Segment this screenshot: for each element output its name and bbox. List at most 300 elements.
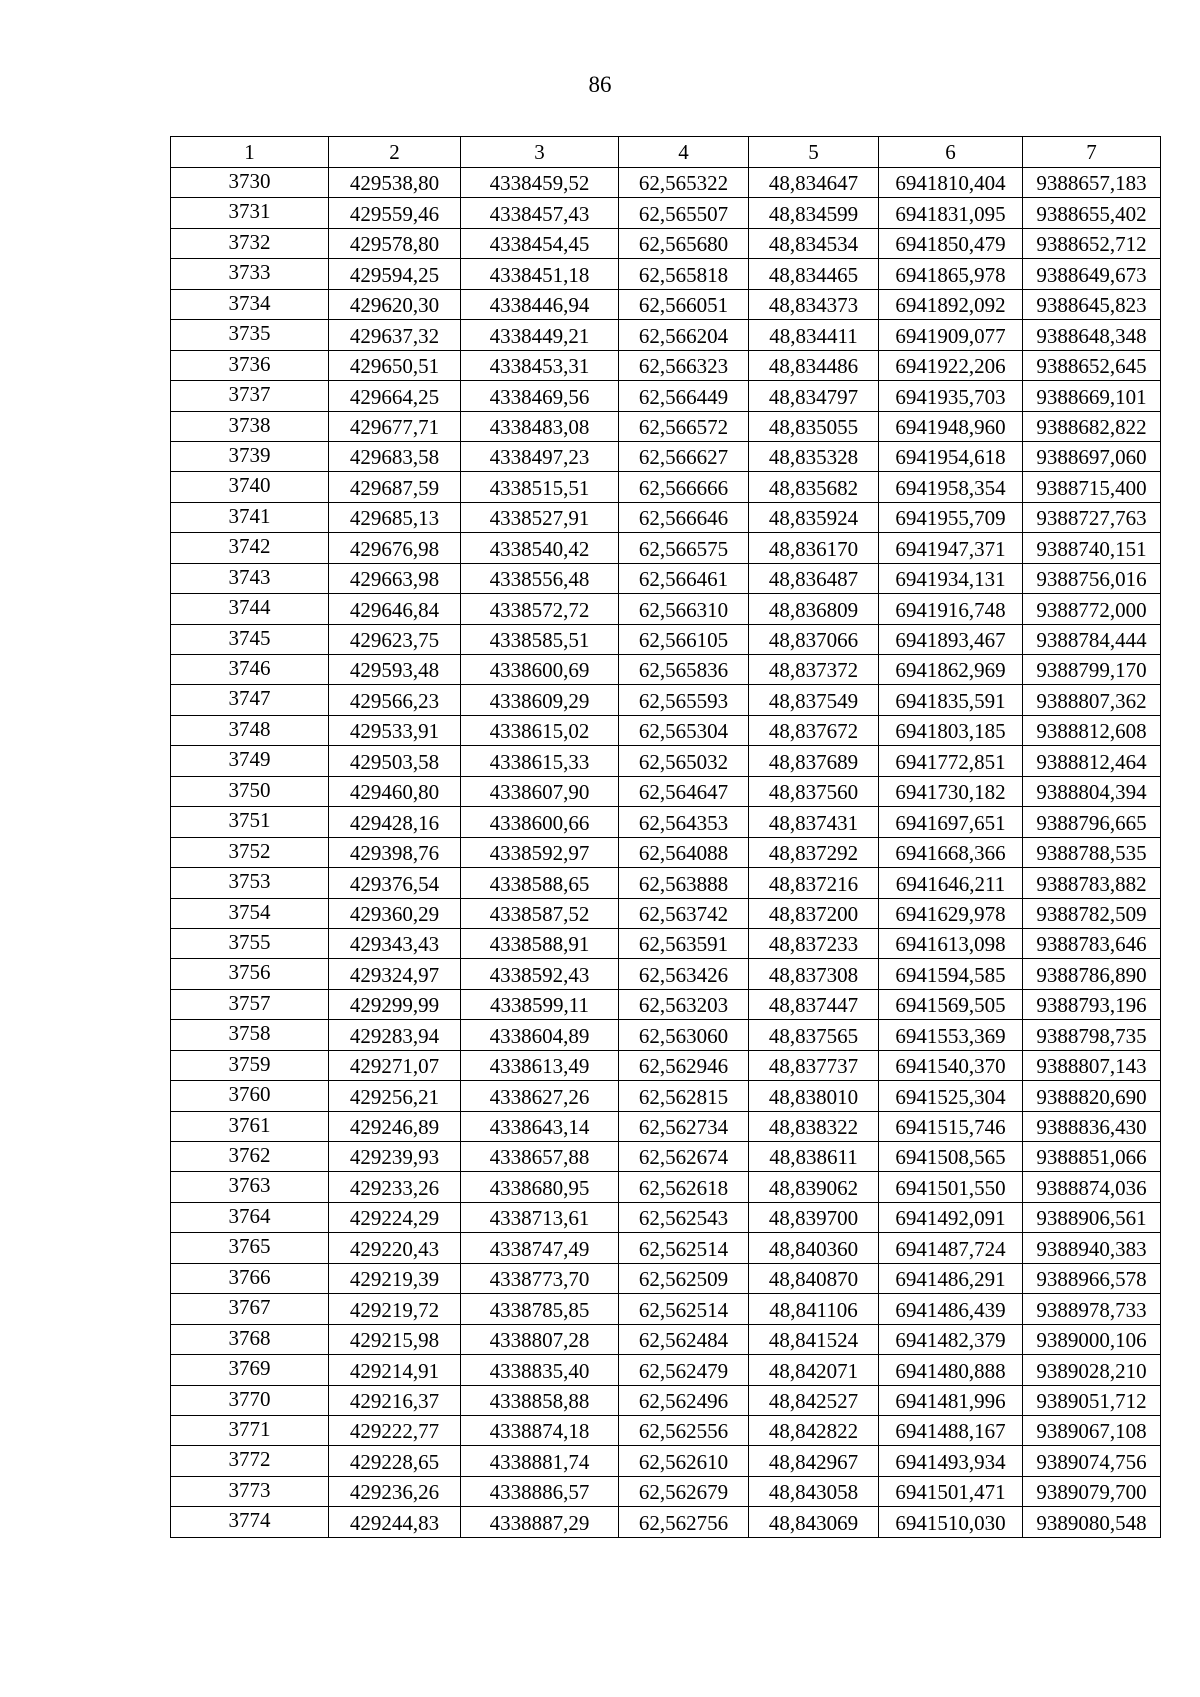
table-cell: 48,837565 — [749, 1020, 879, 1050]
table-cell: 6941922,206 — [879, 350, 1023, 380]
table-cell: 429538,80 — [329, 168, 461, 198]
table-cell: 6941613,098 — [879, 928, 1023, 958]
table-row — [171, 259, 1161, 289]
table-cell: 62,565593 — [619, 685, 749, 715]
table-cell: 429623,75 — [329, 624, 461, 654]
table-cell: 9388851,066 — [1023, 1142, 1161, 1172]
table-cell: 9388799,170 — [1023, 655, 1161, 685]
table-cell: 6941958,354 — [879, 472, 1023, 502]
table-cell: 429299,99 — [329, 989, 461, 1019]
table-cell: 4338615,33 — [461, 746, 619, 776]
point-number-cell: 3744 — [171, 594, 329, 624]
point-number-cell: 3761 — [171, 1111, 329, 1141]
table-cell: 4338592,97 — [461, 837, 619, 867]
column-header-5: 5 — [749, 137, 879, 168]
table-row — [171, 1172, 1161, 1202]
table-cell: 6941486,439 — [879, 1294, 1023, 1324]
table-cell: 48,834411 — [749, 320, 879, 350]
point-number-cell: 3750 — [171, 776, 329, 806]
table-cell: 4338483,08 — [461, 411, 619, 441]
table-row — [171, 502, 1161, 532]
table-cell: 9388682,822 — [1023, 411, 1161, 441]
table-cell: 9388796,665 — [1023, 807, 1161, 837]
table-cell: 6941569,505 — [879, 989, 1023, 1019]
table-cell: 62,562815 — [619, 1081, 749, 1111]
table-cell: 62,562556 — [619, 1415, 749, 1445]
table-cell: 429376,54 — [329, 868, 461, 898]
table-cell: 9388756,016 — [1023, 563, 1161, 593]
table-cell: 6941772,851 — [879, 746, 1023, 776]
point-number-cell: 3731 — [171, 198, 329, 228]
table-cell: 429566,23 — [329, 685, 461, 715]
table-cell: 429239,93 — [329, 1142, 461, 1172]
table-cell: 62,562734 — [619, 1111, 749, 1141]
table-body — [171, 168, 1161, 1538]
table-cell: 62,562610 — [619, 1446, 749, 1476]
table-cell: 429214,91 — [329, 1355, 461, 1385]
table-row — [171, 320, 1161, 350]
table-cell: 9388836,430 — [1023, 1111, 1161, 1141]
table-cell: 62,562509 — [619, 1263, 749, 1293]
table-cell: 4338451,18 — [461, 259, 619, 289]
table-row — [171, 685, 1161, 715]
table-cell: 4338613,49 — [461, 1050, 619, 1080]
point-number-cell: 3743 — [171, 563, 329, 593]
table-row — [171, 837, 1161, 867]
table-cell: 429219,39 — [329, 1263, 461, 1293]
table-cell: 6941540,370 — [879, 1050, 1023, 1080]
table-cell: 4338627,26 — [461, 1081, 619, 1111]
table-cell: 48,837066 — [749, 624, 879, 654]
table-row — [171, 959, 1161, 989]
table-cell: 48,842071 — [749, 1355, 879, 1385]
table-row — [171, 441, 1161, 471]
table-cell: 429360,29 — [329, 898, 461, 928]
table-cell: 6941850,479 — [879, 228, 1023, 258]
table-cell: 62,562514 — [619, 1233, 749, 1263]
table-cell: 62,562756 — [619, 1507, 749, 1537]
table-cell: 6941501,550 — [879, 1172, 1023, 1202]
table-cell: 4338713,61 — [461, 1202, 619, 1232]
table-cell: 429503,58 — [329, 746, 461, 776]
table-row — [171, 168, 1161, 198]
table-cell: 48,840360 — [749, 1233, 879, 1263]
table-cell: 6941486,291 — [879, 1263, 1023, 1293]
point-number-cell: 3748 — [171, 715, 329, 745]
table-row — [171, 1050, 1161, 1080]
table-cell: 62,566627 — [619, 441, 749, 471]
column-header-4: 4 — [619, 137, 749, 168]
table-cell: 6941865,978 — [879, 259, 1023, 289]
table-cell: 48,837737 — [749, 1050, 879, 1080]
table-cell: 48,838010 — [749, 1081, 879, 1111]
point-number-cell: 3732 — [171, 228, 329, 258]
table-row — [171, 1507, 1161, 1537]
table-cell: 62,562674 — [619, 1142, 749, 1172]
table-cell: 6941862,969 — [879, 655, 1023, 685]
point-number-cell: 3768 — [171, 1324, 329, 1354]
table-row — [171, 1020, 1161, 1050]
table-cell: 429687,59 — [329, 472, 461, 502]
table-cell: 62,566051 — [619, 289, 749, 319]
table-cell: 48,835055 — [749, 411, 879, 441]
table-cell: 6941525,304 — [879, 1081, 1023, 1111]
table-cell: 48,838611 — [749, 1142, 879, 1172]
table-cell: 429256,21 — [329, 1081, 461, 1111]
table-cell: 6941480,888 — [879, 1355, 1023, 1385]
table-cell: 4338600,66 — [461, 807, 619, 837]
table-cell: 4338572,72 — [461, 594, 619, 624]
table-cell: 4338457,43 — [461, 198, 619, 228]
point-number-cell: 3747 — [171, 685, 329, 715]
table-cell: 62,562679 — [619, 1476, 749, 1506]
table-cell: 48,836487 — [749, 563, 879, 593]
table-cell: 9388807,362 — [1023, 685, 1161, 715]
column-header-7: 7 — [1023, 137, 1161, 168]
table-cell: 6941668,366 — [879, 837, 1023, 867]
point-number-cell: 3760 — [171, 1081, 329, 1111]
table-cell: 48,842527 — [749, 1385, 879, 1415]
table-cell: 4338615,02 — [461, 715, 619, 745]
table-row — [171, 228, 1161, 258]
table-cell: 429215,98 — [329, 1324, 461, 1354]
point-number-cell: 3762 — [171, 1142, 329, 1172]
point-number-cell: 3745 — [171, 624, 329, 654]
table-row — [171, 1233, 1161, 1263]
table-cell: 9389000,106 — [1023, 1324, 1161, 1354]
table-cell: 9388783,646 — [1023, 928, 1161, 958]
table-cell: 6941646,211 — [879, 868, 1023, 898]
table-cell: 6941893,467 — [879, 624, 1023, 654]
table-cell: 429271,07 — [329, 1050, 461, 1080]
table-cell: 4338592,43 — [461, 959, 619, 989]
table-cell: 6941492,091 — [879, 1202, 1023, 1232]
table-row — [171, 746, 1161, 776]
table-cell: 6941515,746 — [879, 1111, 1023, 1141]
table-cell: 429222,77 — [329, 1415, 461, 1445]
table-cell: 6941835,591 — [879, 685, 1023, 715]
table-cell: 429578,80 — [329, 228, 461, 258]
table-cell: 429283,94 — [329, 1020, 461, 1050]
point-number-cell: 3757 — [171, 989, 329, 1019]
table-row — [171, 533, 1161, 563]
table-row — [171, 1142, 1161, 1172]
table-cell: 9388697,060 — [1023, 441, 1161, 471]
point-number-cell: 3759 — [171, 1050, 329, 1080]
table-row — [171, 715, 1161, 745]
point-number-cell: 3765 — [171, 1233, 329, 1263]
table-cell: 429594,25 — [329, 259, 461, 289]
table-cell: 9388648,348 — [1023, 320, 1161, 350]
table-cell: 48,842967 — [749, 1446, 879, 1476]
point-number-cell: 3755 — [171, 928, 329, 958]
table-cell: 9388812,464 — [1023, 746, 1161, 776]
point-number-cell: 3767 — [171, 1294, 329, 1324]
table-cell: 62,566646 — [619, 502, 749, 532]
table-cell: 48,837689 — [749, 746, 879, 776]
table-cell: 6941909,077 — [879, 320, 1023, 350]
point-number-cell: 3756 — [171, 959, 329, 989]
table-cell: 62,566572 — [619, 411, 749, 441]
column-header-1: 1 — [171, 137, 329, 168]
table-cell: 429228,65 — [329, 1446, 461, 1476]
table-cell: 4338807,28 — [461, 1324, 619, 1354]
point-number-cell: 3749 — [171, 746, 329, 776]
table-cell: 62,566310 — [619, 594, 749, 624]
table-cell: 62,564088 — [619, 837, 749, 867]
table-cell: 62,562514 — [619, 1294, 749, 1324]
table-cell: 9388652,712 — [1023, 228, 1161, 258]
table-cell: 429236,26 — [329, 1476, 461, 1506]
table-cell: 6941916,748 — [879, 594, 1023, 624]
table-cell: 62,563742 — [619, 898, 749, 928]
table-cell: 48,837308 — [749, 959, 879, 989]
table-row — [171, 1111, 1161, 1141]
table-cell: 4338680,95 — [461, 1172, 619, 1202]
table-row — [171, 1202, 1161, 1232]
table-cell: 48,837372 — [749, 655, 879, 685]
table-cell: 48,842822 — [749, 1415, 879, 1445]
table-cell: 6941955,709 — [879, 502, 1023, 532]
table-cell: 9388820,690 — [1023, 1081, 1161, 1111]
table-cell: 6941810,404 — [879, 168, 1023, 198]
table-row — [171, 655, 1161, 685]
table-cell: 62,563203 — [619, 989, 749, 1019]
table-cell: 429620,30 — [329, 289, 461, 319]
table-row — [171, 776, 1161, 806]
table-cell: 4338657,88 — [461, 1142, 619, 1172]
table-row — [171, 1385, 1161, 1415]
table-cell: 6941697,651 — [879, 807, 1023, 837]
table-cell: 429324,97 — [329, 959, 461, 989]
table-cell: 48,834797 — [749, 381, 879, 411]
table-row — [171, 1294, 1161, 1324]
table-cell: 9388793,196 — [1023, 989, 1161, 1019]
table-row — [171, 1263, 1161, 1293]
table-cell: 48,837672 — [749, 715, 879, 745]
table-cell: 62,562496 — [619, 1385, 749, 1415]
point-number-cell: 3742 — [171, 533, 329, 563]
table-cell: 4338449,21 — [461, 320, 619, 350]
table-cell: 62,565322 — [619, 168, 749, 198]
table-cell: 48,841524 — [749, 1324, 879, 1354]
table-cell: 4338527,91 — [461, 502, 619, 532]
table-cell: 62,565032 — [619, 746, 749, 776]
point-number-cell: 3733 — [171, 259, 329, 289]
table-cell: 9388906,561 — [1023, 1202, 1161, 1232]
table-cell: 6941935,703 — [879, 381, 1023, 411]
table-cell: 48,838322 — [749, 1111, 879, 1141]
table-cell: 4338874,18 — [461, 1415, 619, 1445]
table-cell: 429637,32 — [329, 320, 461, 350]
table-cell: 62,565304 — [619, 715, 749, 745]
table-cell: 429428,16 — [329, 807, 461, 837]
table-cell: 48,837292 — [749, 837, 879, 867]
table-cell: 429677,71 — [329, 411, 461, 441]
table-cell: 48,834373 — [749, 289, 879, 319]
table-cell: 9388788,535 — [1023, 837, 1161, 867]
table-cell: 9388715,400 — [1023, 472, 1161, 502]
table-cell: 62,566204 — [619, 320, 749, 350]
table-cell: 429233,26 — [329, 1172, 461, 1202]
table-cell: 48,843069 — [749, 1507, 879, 1537]
table-cell: 4338785,85 — [461, 1294, 619, 1324]
table-cell: 4338858,88 — [461, 1385, 619, 1415]
table-cell: 4338588,91 — [461, 928, 619, 958]
column-header-3: 3 — [461, 137, 619, 168]
table-row — [171, 624, 1161, 654]
table-cell: 6941508,565 — [879, 1142, 1023, 1172]
table-cell: 9388784,444 — [1023, 624, 1161, 654]
table-cell: 62,566105 — [619, 624, 749, 654]
table-cell: 48,835328 — [749, 441, 879, 471]
table-cell: 62,565818 — [619, 259, 749, 289]
point-number-cell: 3754 — [171, 898, 329, 928]
point-number-cell: 3739 — [171, 441, 329, 471]
table-cell: 62,564353 — [619, 807, 749, 837]
table-cell: 62,566449 — [619, 381, 749, 411]
table-cell: 4338587,52 — [461, 898, 619, 928]
table-cell: 9388645,823 — [1023, 289, 1161, 319]
table-cell: 6941482,379 — [879, 1324, 1023, 1354]
table-cell: 62,563591 — [619, 928, 749, 958]
table-cell: 9388669,101 — [1023, 381, 1161, 411]
table-cell: 9388812,608 — [1023, 715, 1161, 745]
table-cell: 4338747,49 — [461, 1233, 619, 1263]
table-cell: 6941553,369 — [879, 1020, 1023, 1050]
point-number-cell: 3752 — [171, 837, 329, 867]
table-cell: 429219,72 — [329, 1294, 461, 1324]
point-number-cell: 3753 — [171, 868, 329, 898]
table-cell: 4338469,56 — [461, 381, 619, 411]
table-row — [171, 198, 1161, 228]
table-cell: 9388966,578 — [1023, 1263, 1161, 1293]
table-cell: 429343,43 — [329, 928, 461, 958]
table-row — [171, 594, 1161, 624]
column-header-2: 2 — [329, 137, 461, 168]
point-number-cell: 3772 — [171, 1446, 329, 1476]
table-cell: 9388657,183 — [1023, 168, 1161, 198]
table-cell: 62,566323 — [619, 350, 749, 380]
point-number-cell: 3758 — [171, 1020, 329, 1050]
table-cell: 9389051,712 — [1023, 1385, 1161, 1415]
table-cell: 6941594,585 — [879, 959, 1023, 989]
table-cell: 4338600,69 — [461, 655, 619, 685]
table-cell: 9388649,673 — [1023, 259, 1161, 289]
table-cell: 48,843058 — [749, 1476, 879, 1506]
table-row — [171, 472, 1161, 502]
header-row — [171, 137, 1161, 168]
table-cell: 48,837431 — [749, 807, 879, 837]
table-cell: 4338599,11 — [461, 989, 619, 1019]
table-cell: 6941510,030 — [879, 1507, 1023, 1537]
table-cell: 429220,43 — [329, 1233, 461, 1263]
table-cell: 9389079,700 — [1023, 1476, 1161, 1506]
table-row — [171, 1446, 1161, 1476]
table-cell: 9388807,143 — [1023, 1050, 1161, 1080]
table-cell: 48,835924 — [749, 502, 879, 532]
table-cell: 48,836170 — [749, 533, 879, 563]
table-cell: 48,837549 — [749, 685, 879, 715]
table-cell: 62,563426 — [619, 959, 749, 989]
table-cell: 9388655,402 — [1023, 198, 1161, 228]
table-cell: 429244,83 — [329, 1507, 461, 1537]
table-cell: 62,566461 — [619, 563, 749, 593]
table-cell: 4338835,40 — [461, 1355, 619, 1385]
table-cell: 62,562946 — [619, 1050, 749, 1080]
point-number-cell: 3771 — [171, 1415, 329, 1445]
table-cell: 48,836809 — [749, 594, 879, 624]
table-cell: 4338886,57 — [461, 1476, 619, 1506]
point-number-cell: 3764 — [171, 1202, 329, 1232]
table-cell: 9389028,210 — [1023, 1355, 1161, 1385]
table-cell: 9388798,735 — [1023, 1020, 1161, 1050]
table-row — [171, 411, 1161, 441]
table-cell: 6941730,182 — [879, 776, 1023, 806]
table-cell: 4338773,70 — [461, 1263, 619, 1293]
table-row — [171, 1324, 1161, 1354]
table-cell: 4338588,65 — [461, 868, 619, 898]
table-cell: 48,840870 — [749, 1263, 879, 1293]
table-cell: 429663,98 — [329, 563, 461, 593]
table-cell: 9389080,548 — [1023, 1507, 1161, 1537]
table-cell: 6941934,131 — [879, 563, 1023, 593]
table-cell: 4338556,48 — [461, 563, 619, 593]
point-number-cell: 3740 — [171, 472, 329, 502]
table-cell: 429676,98 — [329, 533, 461, 563]
table-cell: 429646,84 — [329, 594, 461, 624]
table-cell: 4338585,51 — [461, 624, 619, 654]
table-cell: 4338459,52 — [461, 168, 619, 198]
table-cell: 48,839062 — [749, 1172, 879, 1202]
table-cell: 429460,80 — [329, 776, 461, 806]
table-cell: 429246,89 — [329, 1111, 461, 1141]
table-cell: 62,565680 — [619, 228, 749, 258]
table-cell: 429559,46 — [329, 198, 461, 228]
table-row — [171, 563, 1161, 593]
table-cell: 48,834647 — [749, 168, 879, 198]
table-row — [171, 1476, 1161, 1506]
table-cell: 48,834465 — [749, 259, 879, 289]
table-cell: 6941481,996 — [879, 1385, 1023, 1415]
point-number-cell: 3735 — [171, 320, 329, 350]
table-cell: 9388727,763 — [1023, 502, 1161, 532]
table-cell: 9388652,645 — [1023, 350, 1161, 380]
table-cell: 4338643,14 — [461, 1111, 619, 1141]
table-cell: 62,562484 — [619, 1324, 749, 1354]
point-number-cell: 3746 — [171, 655, 329, 685]
table-cell: 48,837200 — [749, 898, 879, 928]
point-number-cell: 3737 — [171, 381, 329, 411]
table-cell: 48,834534 — [749, 228, 879, 258]
table-row — [171, 989, 1161, 1019]
table-cell: 9388740,151 — [1023, 533, 1161, 563]
table-cell: 9389074,756 — [1023, 1446, 1161, 1476]
table-cell: 4338604,89 — [461, 1020, 619, 1050]
table-cell: 429216,37 — [329, 1385, 461, 1415]
coordinates-table — [170, 136, 1161, 1538]
table-cell: 9388804,394 — [1023, 776, 1161, 806]
table-cell: 4338454,45 — [461, 228, 619, 258]
table-cell: 6941493,934 — [879, 1446, 1023, 1476]
table-cell: 6941892,092 — [879, 289, 1023, 319]
point-number-cell: 3736 — [171, 350, 329, 380]
table-row — [171, 1355, 1161, 1385]
table-row — [171, 1081, 1161, 1111]
table-cell: 429593,48 — [329, 655, 461, 685]
table-cell: 6941487,724 — [879, 1233, 1023, 1263]
table-cell: 9388874,036 — [1023, 1172, 1161, 1202]
